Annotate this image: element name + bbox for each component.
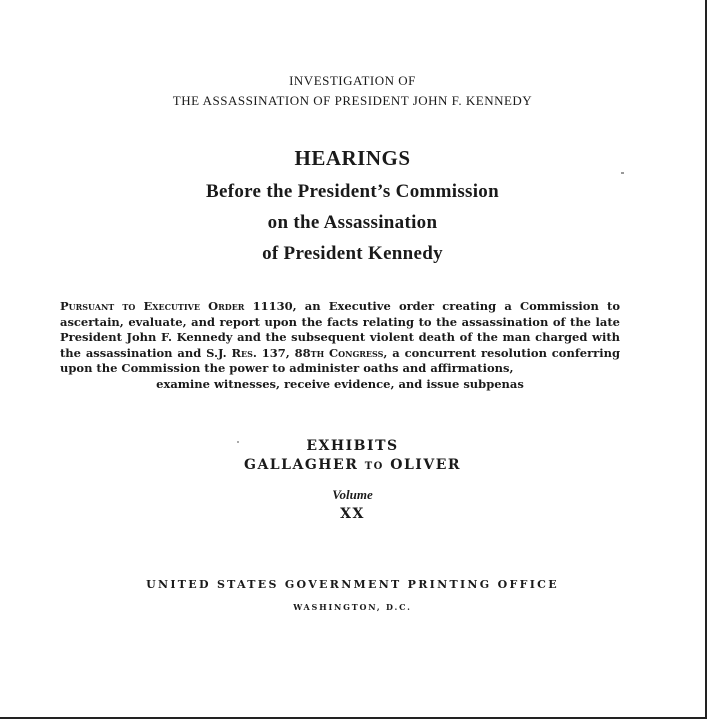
publisher-city: WASHINGTON, D.C. <box>293 602 412 612</box>
res-abbrev: Res. <box>231 345 257 360</box>
volume-number: XX <box>340 506 365 522</box>
exhibits-label: EXHIBITS <box>306 438 399 454</box>
series-title-line-2: THE ASSASSINATION OF PRESIDENT JOHN F. KENNEDY <box>172 93 533 108</box>
subtitle <box>0 176 705 269</box>
main-title: HEARINGS <box>294 146 411 170</box>
exhibits-range <box>0 456 705 475</box>
pursuant-last-line: examine witnesses, receive evidence, and issue subpenas <box>156 376 524 391</box>
pursuant-text-2: 137, 88 <box>256 345 311 360</box>
series-title-line-1: INVESTIGATION OF <box>289 73 416 88</box>
subtitle-line-1: Before the President’s Commission <box>206 181 499 202</box>
publisher-name: UNITED STATES GOVERNMENT PRINTING OFFICE <box>146 578 559 591</box>
exhibits-until: OLIVER <box>390 457 462 473</box>
exhibits-to-word: to <box>364 457 384 473</box>
pursuant-text-3: , a concurrent resolution conferring upon the Commission the power to administer oaths and affirmations, <box>60 345 620 375</box>
subtitle-line-3: of President Kennedy <box>262 243 443 264</box>
exhibits-from: GALLAGHER <box>243 457 359 473</box>
volume-label: Volume <box>332 487 373 502</box>
pursuant-text-1: 11130, an Executive order creating a Commission to ascertain, evaluate, and report upon the facts relating to the assassination of the late President John F. Kennedy and the subsequent violent death of the man charged with the assassination and S.J. <box>60 299 620 360</box>
subtitle-line-2: on the Assassination <box>267 212 438 233</box>
series-title <box>0 71 705 111</box>
authority-paragraph <box>60 299 620 392</box>
exhibits-heading <box>0 437 705 475</box>
pursuant-lead: Pursuant to Executive Order <box>60 299 245 313</box>
congress-label: th Congress <box>310 345 384 360</box>
print-speck <box>621 172 624 174</box>
